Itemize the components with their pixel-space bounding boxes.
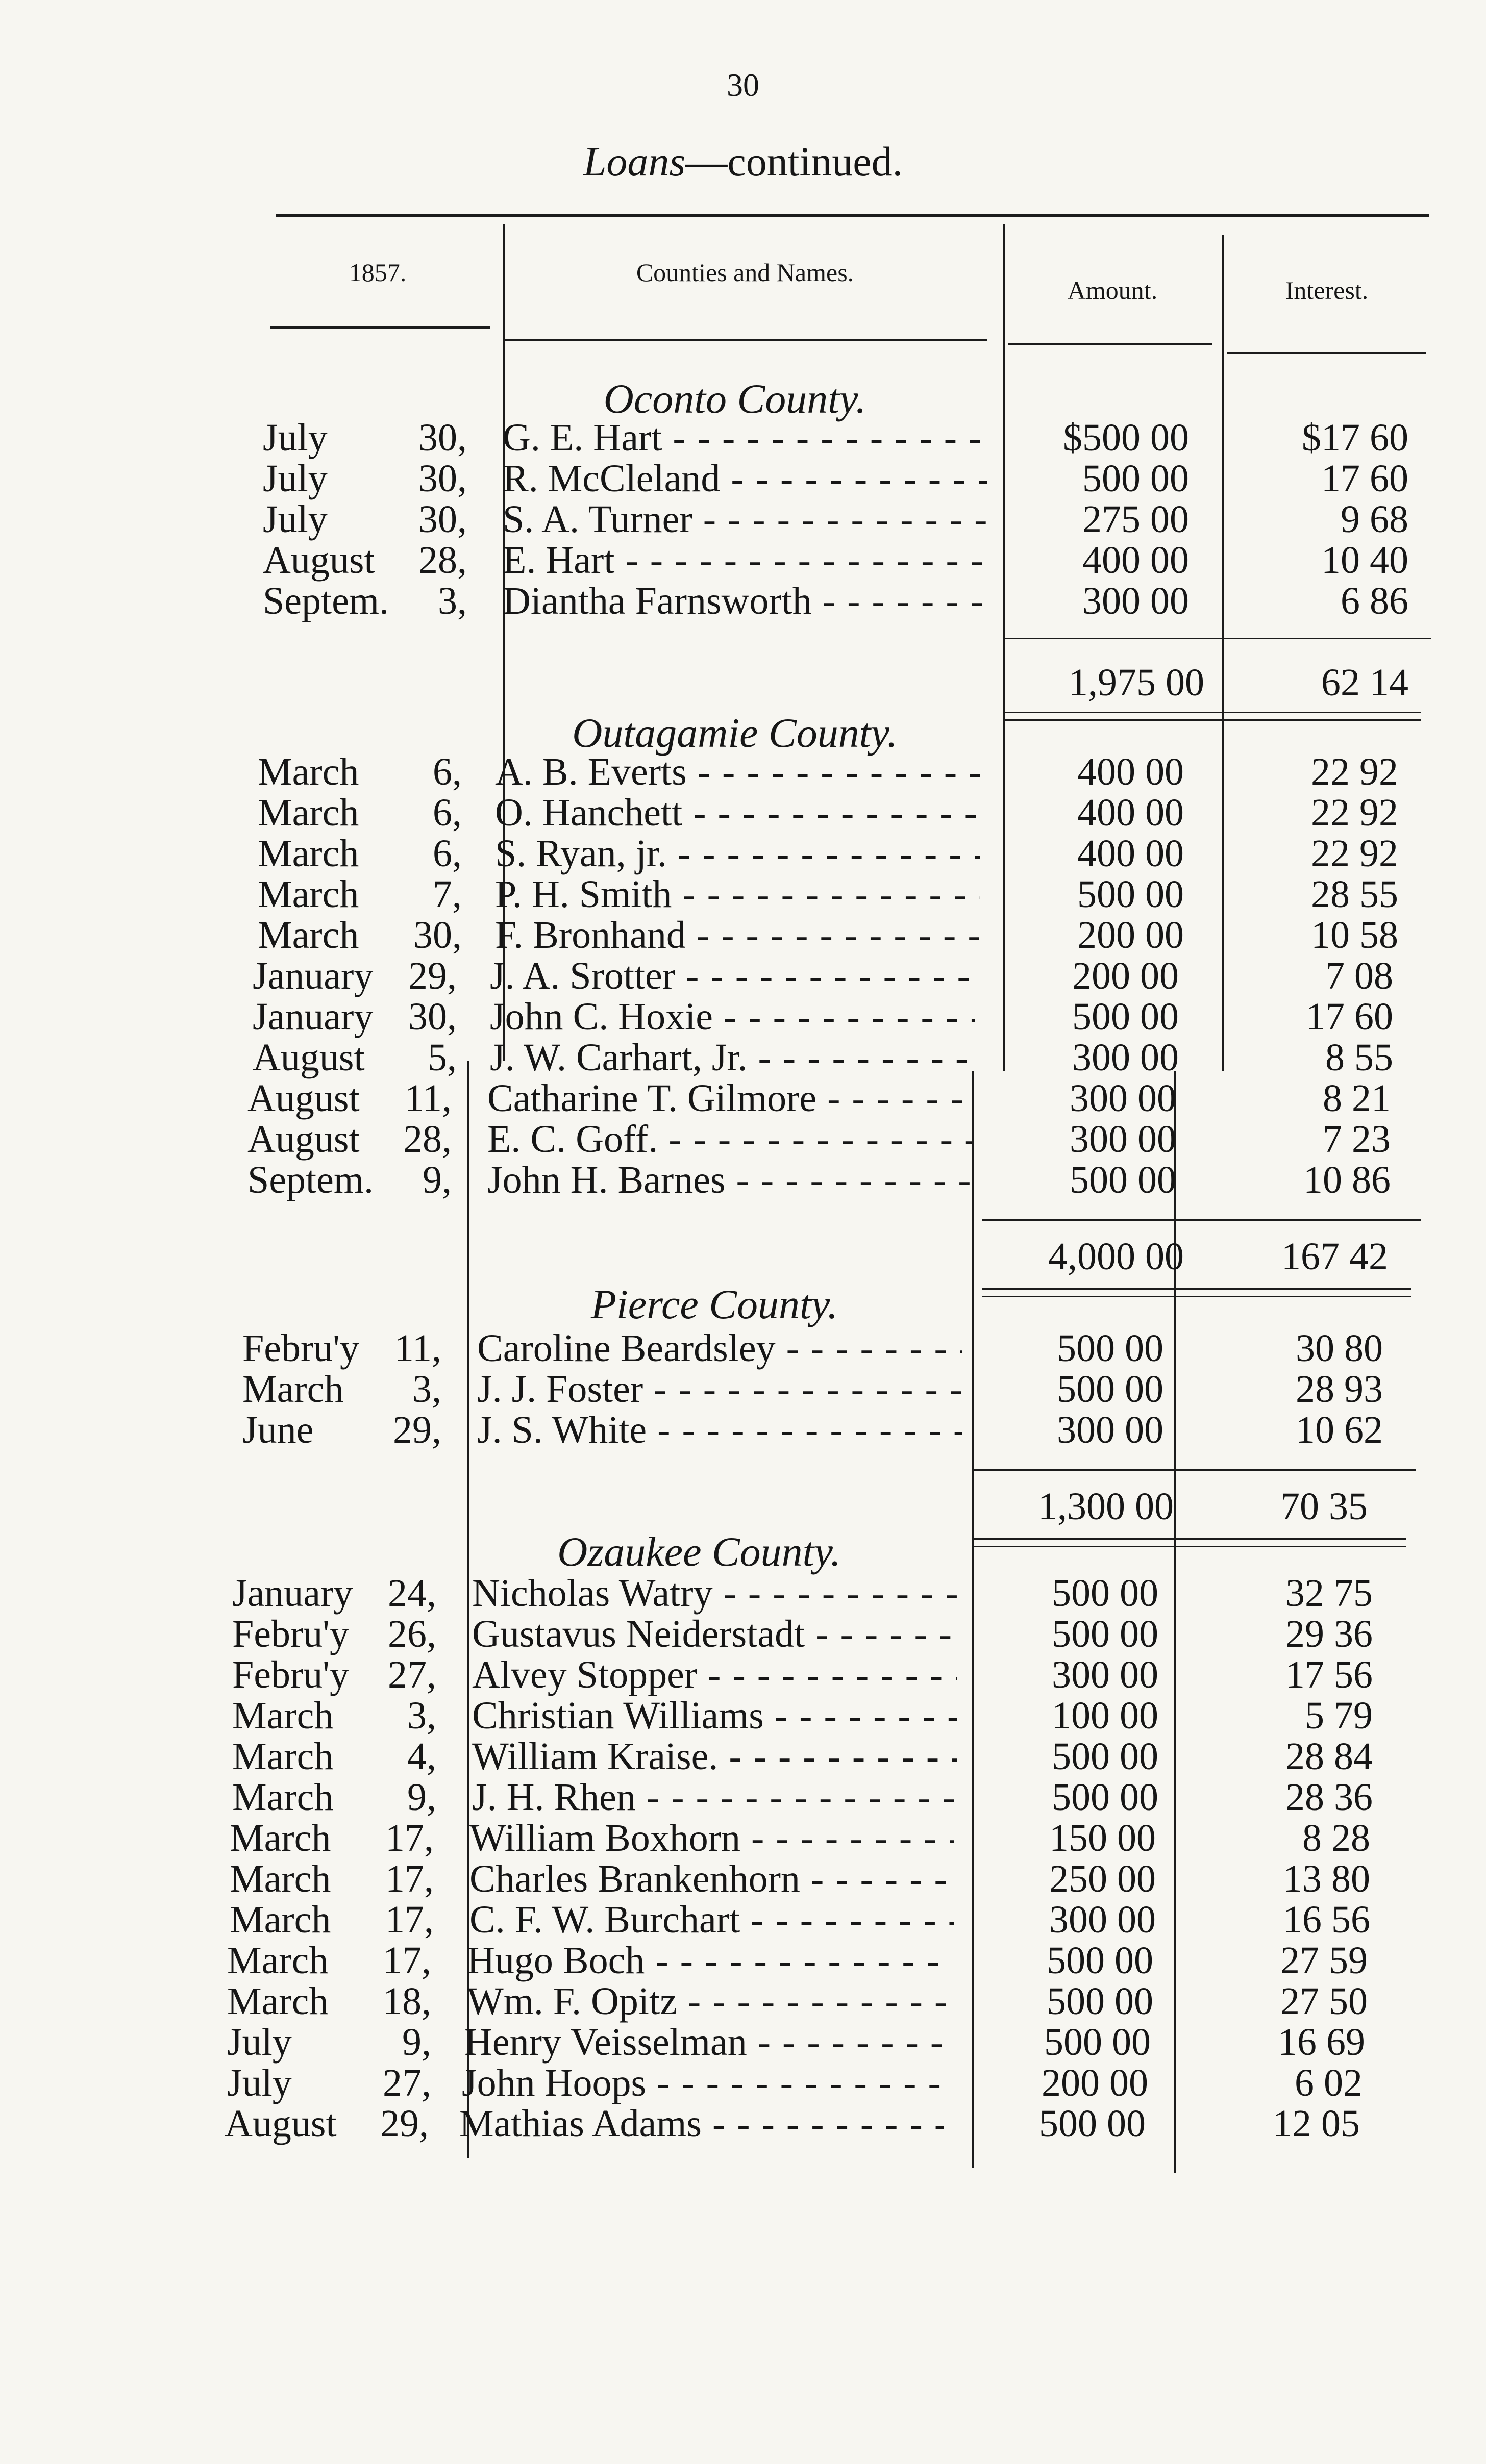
row-amount: 500 00 — [1044, 2021, 1151, 2064]
row-day: 28, — [403, 1118, 452, 1161]
row-month: July — [227, 2061, 292, 2104]
row-month: March — [242, 1368, 344, 1411]
row-name: Catharine T. Gilmore - - - — [487, 1076, 972, 1121]
row-month: March — [258, 832, 359, 875]
county-heading-ozaukee: Ozaukee County. — [557, 1528, 841, 1575]
row-month: June — [242, 1409, 314, 1451]
table-row — [0, 1367, 1486, 1411]
row-interest: 7 08 — [1325, 954, 1393, 997]
total-amount-outagamie: 4,000 00 — [1048, 1235, 1184, 1278]
row-name: Henry Veisselman - - - — [464, 2020, 949, 2065]
row-day: 30, — [418, 457, 467, 500]
row-amount: 300 00 — [1082, 580, 1189, 622]
row-day: 18, — [383, 1980, 431, 2023]
row-interest: 17 60 — [1321, 457, 1408, 500]
table-row — [0, 1939, 1486, 1982]
row-name: Gustavus Neiderstadt - - - — [472, 1612, 957, 1656]
row-interest: 10 40 — [1321, 539, 1408, 582]
row-amount: 200 00 — [1077, 914, 1184, 957]
total-amount-oconto: 1,975 00 — [1069, 661, 1204, 704]
row-month: Septem. — [247, 1159, 374, 1201]
table-row — [0, 416, 1486, 457]
table-row — [0, 1898, 1486, 1939]
total-double-rule — [982, 1296, 1411, 1297]
page-title — [0, 138, 1486, 186]
row-day: 3, — [407, 1694, 436, 1737]
header-top-rule — [276, 214, 1429, 217]
row-name: S. Ryan, jr. - - - — [495, 832, 980, 876]
row-amount: 500 00 — [1052, 1613, 1158, 1655]
row-interest: 17 60 — [1306, 995, 1393, 1038]
row-amount: 300 00 — [1057, 1409, 1163, 1451]
row-interest: 22 92 — [1311, 832, 1398, 875]
row-month: March — [230, 1898, 331, 1941]
table-row — [0, 1979, 1486, 2023]
row-amount: 400 00 — [1077, 832, 1184, 875]
row-interest: 8 21 — [1323, 1077, 1391, 1120]
row-name: William Boxhorn - - - — [469, 1816, 954, 1860]
row-day: 3, — [412, 1368, 441, 1411]
row-month: March — [232, 1776, 334, 1819]
row-day: 27, — [388, 1653, 436, 1696]
row-day: 5, — [428, 1036, 457, 1079]
row-month: March — [227, 1980, 329, 2023]
table-row — [0, 791, 1486, 832]
row-interest: 22 92 — [1311, 750, 1398, 793]
row-interest: 27 59 — [1280, 1939, 1368, 1982]
row-name: John H. Barnes - - - — [487, 1158, 972, 1202]
row-month: August — [247, 1077, 360, 1120]
row-interest: 28 93 — [1296, 1368, 1383, 1411]
row-name: Nicholas Watry - - - — [472, 1571, 957, 1616]
row-day: 3, — [438, 580, 467, 622]
row-month: March — [258, 914, 359, 957]
row-interest: 28 55 — [1311, 873, 1398, 916]
total-interest-outagamie: 167 42 — [1281, 1235, 1388, 1278]
row-interest: $17 60 — [1302, 416, 1408, 459]
row-month: Febru'y — [232, 1653, 350, 1696]
row-interest: 8 55 — [1325, 1036, 1393, 1079]
row-day: 30, — [408, 995, 457, 1038]
header-year: 1857. — [349, 258, 407, 287]
row-month: March — [258, 873, 359, 916]
row-amount: 500 00 — [1077, 873, 1184, 916]
row-name: Caroline Beardsley - - - — [477, 1326, 962, 1371]
header-amount: Amount. — [1067, 276, 1158, 305]
row-interest: 13 80 — [1283, 1857, 1370, 1900]
row-interest: 9 68 — [1341, 498, 1408, 541]
row-amount: 500 00 — [1052, 1572, 1158, 1615]
total-interest-pierce: 70 35 — [1280, 1485, 1368, 1528]
row-interest: 17 56 — [1285, 1653, 1373, 1696]
row-day: 4, — [407, 1735, 436, 1778]
table-row — [0, 2102, 1486, 2143]
row-month: July — [263, 457, 328, 500]
row-month: July — [263, 498, 328, 541]
table-row — [0, 954, 1486, 995]
title-italic: Loans — [583, 138, 686, 185]
row-name: John Hoops - - - — [462, 2061, 947, 2105]
row-name: E. C. Goff. - - - — [487, 1117, 972, 1162]
row-name: Christian Williams - - - — [472, 1694, 957, 1738]
title-rest: —continued. — [685, 138, 903, 185]
row-amount: 500 00 — [1057, 1327, 1163, 1370]
table-row — [0, 832, 1486, 875]
row-interest: 10 86 — [1303, 1159, 1391, 1201]
row-name: William Kraise. - - - — [472, 1734, 957, 1779]
row-month: March — [258, 791, 359, 834]
subtotal-rule — [1003, 638, 1431, 639]
row-amount: 400 00 — [1077, 750, 1184, 793]
table-row — [0, 1326, 1486, 1370]
county-heading-pierce: Pierce County. — [590, 1281, 838, 1327]
row-day: 29, — [393, 1409, 441, 1451]
total-interest-oconto: 62 14 — [1321, 661, 1408, 704]
row-amount: 200 00 — [1072, 954, 1179, 997]
table-row — [0, 1076, 1486, 1120]
row-day: 6, — [433, 791, 462, 834]
row-day: 9, — [402, 2021, 431, 2064]
row-month: Febru'y — [232, 1613, 350, 1655]
row-amount: 250 00 — [1049, 1857, 1156, 1900]
row-name: S. A. Turner - - - — [503, 497, 987, 542]
row-interest: 27 50 — [1280, 1980, 1368, 2023]
table-row — [0, 1653, 1486, 1694]
row-day: 11, — [404, 1077, 452, 1120]
row-month: March — [230, 1817, 331, 1859]
row-amount: $500 00 — [1063, 416, 1189, 459]
total-double-rule — [972, 1538, 1406, 1540]
row-amount: 100 00 — [1052, 1694, 1158, 1737]
row-day: 29, — [408, 954, 457, 997]
row-name: F. Bronhand - - - — [495, 913, 980, 958]
subtotal-rule — [982, 1219, 1421, 1221]
row-month: January — [253, 954, 374, 997]
row-interest: 7 23 — [1323, 1118, 1391, 1161]
row-amount: 300 00 — [1070, 1077, 1176, 1120]
row-month: August — [253, 1036, 365, 1079]
row-month: July — [263, 416, 328, 459]
row-amount: 500 00 — [1052, 1735, 1158, 1778]
table-row — [0, 579, 1486, 620]
header-bottom-rule-4 — [1227, 352, 1426, 354]
row-month: March — [227, 1939, 329, 1982]
county-heading-oconto: Oconto County. — [603, 375, 866, 422]
table-row — [0, 1158, 1486, 1199]
header-bottom-rule-3 — [1008, 343, 1212, 345]
table-row — [0, 1694, 1486, 1737]
row-name: J. J. Foster - - - — [477, 1367, 962, 1412]
row-name: A. B. Everts - - - — [495, 750, 980, 794]
table-row — [0, 1612, 1486, 1653]
row-amount: 500 00 — [1072, 995, 1179, 1038]
row-month: Febru'y — [242, 1327, 360, 1370]
header-bottom-rule-2 — [503, 339, 987, 341]
row-day: 26, — [388, 1613, 436, 1655]
table-row — [0, 1408, 1486, 1449]
row-day: 6, — [433, 832, 462, 875]
subtotal-rule — [972, 1469, 1416, 1471]
row-name: G. E. Hart - - - — [503, 416, 987, 460]
table-row — [0, 1775, 1486, 1819]
row-interest: 8 28 — [1302, 1817, 1370, 1859]
row-interest: 22 92 — [1311, 791, 1398, 834]
row-day: 30, — [413, 914, 462, 957]
row-name: O. Hanchett - - - — [495, 791, 980, 835]
table-row — [0, 457, 1486, 500]
row-name: Wm. F. Opitz - - - — [467, 1979, 952, 2024]
row-month: August — [225, 2102, 337, 2145]
row-day: 7, — [433, 873, 462, 916]
table-row — [0, 913, 1486, 957]
row-month: March — [232, 1735, 334, 1778]
row-amount: 500 00 — [1082, 457, 1189, 500]
header-bottom-rule-1 — [270, 326, 490, 329]
row-month: January — [253, 995, 374, 1038]
table-row — [0, 872, 1486, 916]
total-amount-pierce: 1,300 00 — [1038, 1485, 1174, 1528]
header-interest: Interest. — [1285, 276, 1369, 305]
row-amount: 500 00 — [1047, 1980, 1153, 2023]
row-interest: 6 02 — [1295, 2061, 1363, 2104]
row-day: 30, — [418, 498, 467, 541]
row-interest: 16 56 — [1283, 1898, 1370, 1941]
row-amount: 300 00 — [1052, 1653, 1158, 1696]
row-day: 17, — [385, 1898, 434, 1941]
row-day: 27, — [383, 2061, 431, 2104]
row-amount: 300 00 — [1070, 1118, 1176, 1161]
row-day: 30, — [418, 416, 467, 459]
row-interest: 28 36 — [1285, 1776, 1373, 1819]
row-amount: 500 00 — [1057, 1368, 1163, 1411]
row-name: Alvey Stopper - - - — [472, 1653, 957, 1697]
row-name: J. A. Srotter - - - — [490, 954, 975, 998]
row-interest: 5 79 — [1305, 1694, 1373, 1737]
table-row — [0, 1117, 1486, 1161]
row-day: 11, — [394, 1327, 441, 1370]
row-amount: 500 00 — [1070, 1159, 1176, 1201]
row-amount: 200 00 — [1042, 2061, 1148, 2104]
row-name: E. Hart - - - — [503, 538, 987, 583]
row-day: 17, — [385, 1817, 434, 1859]
table-row — [0, 1734, 1486, 1778]
row-amount: 500 00 — [1047, 1939, 1153, 1982]
page-number: 30 — [727, 67, 759, 103]
row-amount: 400 00 — [1077, 791, 1184, 834]
row-day: 6, — [433, 750, 462, 793]
row-day: 17, — [385, 1857, 434, 1900]
total-double-rule — [1003, 712, 1421, 713]
row-amount: 500 00 — [1052, 1776, 1158, 1819]
row-name: C. F. W. Burchart - - - — [469, 1898, 954, 1942]
row-interest: 6 86 — [1341, 580, 1408, 622]
table-row — [0, 538, 1486, 582]
row-month: July — [227, 2021, 292, 2064]
row-month: Septem. — [263, 580, 389, 622]
total-double-rule — [982, 1288, 1411, 1290]
row-interest: 10 58 — [1311, 914, 1398, 957]
row-name: R. McCleland - - - — [503, 457, 987, 501]
row-name: Mathias Adams - - - — [459, 2102, 944, 2146]
table-row — [0, 1571, 1486, 1615]
total-double-rule — [1003, 719, 1421, 721]
county-heading-outagamie: Outagamie County. — [572, 710, 898, 756]
table-row — [0, 2020, 1486, 2064]
row-interest: 29 36 — [1285, 1613, 1373, 1655]
row-amount: 275 00 — [1082, 498, 1189, 541]
row-name: P. H. Smith - - - — [495, 872, 980, 917]
row-interest: 10 62 — [1296, 1409, 1383, 1451]
row-month: March — [230, 1857, 331, 1900]
row-name: John C. Hoxie - - - — [490, 995, 975, 1039]
table-row — [0, 1816, 1486, 1857]
row-month: March — [258, 750, 359, 793]
row-amount: 300 00 — [1049, 1898, 1156, 1941]
table-row — [0, 497, 1486, 541]
row-name: J. S. White - - - — [477, 1408, 962, 1452]
row-name: Hugo Boch - - - — [467, 1939, 952, 1983]
row-interest: 32 75 — [1285, 1572, 1373, 1615]
table-row — [0, 1857, 1486, 1898]
row-day: 9, — [407, 1776, 436, 1819]
row-interest: 16 69 — [1278, 2021, 1365, 2064]
total-double-rule — [972, 1546, 1406, 1547]
row-day: 17, — [383, 1939, 431, 1982]
row-amount: 300 00 — [1072, 1036, 1179, 1079]
row-month: January — [232, 1572, 353, 1615]
row-day: 29, — [380, 2102, 429, 2145]
row-name: Diantha Farnsworth - - - — [503, 579, 987, 623]
header-names: Counties and Names. — [636, 258, 854, 287]
row-name: J. H. Rhen - - - — [472, 1775, 957, 1820]
row-day: 24, — [388, 1572, 436, 1615]
row-name: J. W. Carhart, Jr. - - - — [490, 1036, 975, 1080]
row-interest: 12 05 — [1273, 2102, 1360, 2145]
row-interest: 30 80 — [1296, 1327, 1383, 1370]
row-interest: 28 84 — [1285, 1735, 1373, 1778]
row-amount: 400 00 — [1082, 539, 1189, 582]
row-month: August — [247, 1118, 360, 1161]
row-day: 9, — [423, 1159, 452, 1201]
table-row — [0, 2061, 1486, 2102]
row-month: August — [263, 539, 375, 582]
row-amount: 500 00 — [1039, 2102, 1146, 2145]
table-row — [0, 995, 1486, 1036]
table-row — [0, 1036, 1486, 1079]
table-row — [0, 750, 1486, 791]
row-month: March — [232, 1694, 334, 1737]
row-day: 28, — [418, 539, 467, 582]
row-amount: 150 00 — [1049, 1817, 1156, 1859]
row-name: Charles Brankenhorn - - - — [469, 1857, 954, 1901]
